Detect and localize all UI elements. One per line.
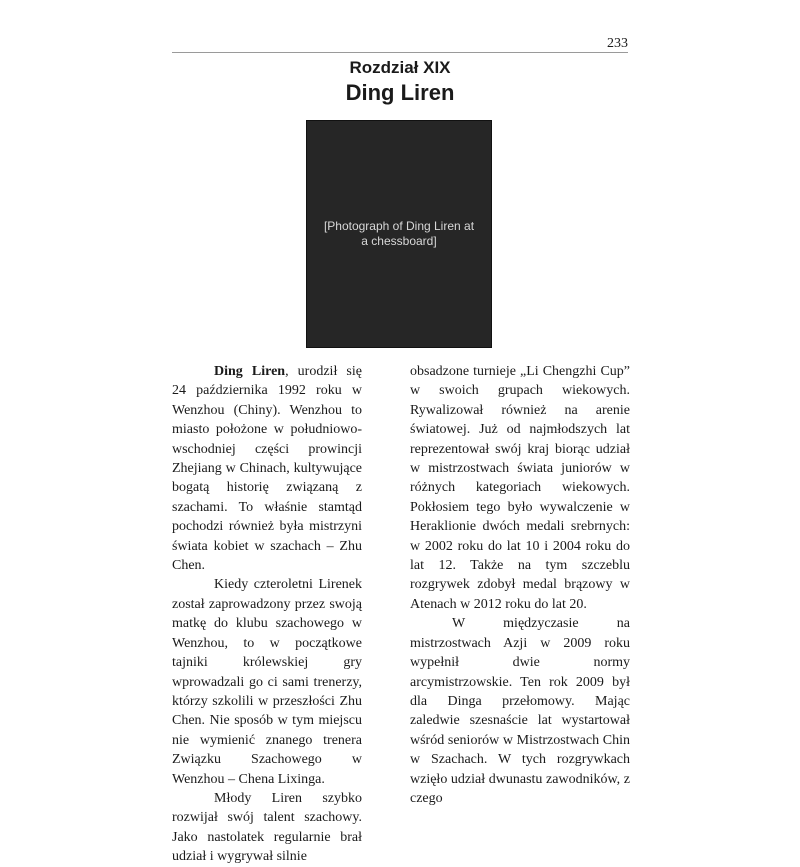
paragraph: W międzyczasie na mistrzostwach Azji w 2009 roku wypełnił dwie normy arcymistrzowskie. Ten rok 2009 był dla Dinga przełomowy. Mając zaledwie szesnaście lat wystartował wśród seniorów w Mistrzostwach Chin w Szachach. W tych rozgrywkach wzięło udział dwunastu zawodników, z czego: [410, 616, 630, 806]
text-column-right: [410, 362, 630, 808]
portrait-photo-placeholder: [306, 120, 492, 348]
chapter-label: Rozdział XIX: [349, 58, 451, 77]
paragraph-text: , urodził się 24 października 1992 roku w Wenzhou (Chiny). Wenzhou to miasto położone w południowo-wschodniej części prowincji Zhejiang w Chinach, kultywujące bogatą historię związaną z szachami. To właśnie stamtąd pochodzi również była mistrzyni świata kobiet w szachach – Zhu Chen.: [172, 364, 362, 574]
paragraph: Kiedy czteroletni Lirenek został zaprowadzony przez swoją matkę do klubu szachowego w Wenzhou, to w początkowe tajniki królewskiej gry wprowadzali go ci sami trenerzy, którzy szkolili w przeszłości Zhu Chen. Nie sposób w tym miejscu nie wymienić znanego trenera Związku Szachowego w Wenzhou – Chena Lixinga.: [172, 577, 362, 787]
text-column-left: [172, 362, 362, 867]
paragraph: Młody Liren szybko rozwijał swój talent szachowy. Jako nastolatek regularnie brał udział i wygrywał silnie: [172, 790, 362, 865]
bold-name: Ding Liren: [214, 364, 286, 379]
header-rule: [172, 52, 628, 53]
page-number: 233: [607, 36, 628, 51]
paragraph: obsadzone turnieje „Li Chengzhi Cup” w swoich grupach wiekowych. Rywalizował również na arenie światowej. Już od najmłodszych lat reprezentował swój kraj biorąc udział w mistrzostwach świata juniorów w różnych kategoriach wiekowych. Pokłosiem tego było wywalczenie w Heraklionie dwóch medali srebrnych: w 2002 roku do lat 10 i 2004 roku do lat 12. Także na tym szczeblu rozgrywek zdobył medal brązowy w Atenach w 2012 roku do lat 20.: [410, 364, 630, 612]
paragraph: [172, 362, 362, 575]
photo-caption: [Photograph of Ding Liren at a chessboard]: [323, 219, 475, 248]
chapter-title: Ding Liren: [345, 80, 455, 105]
